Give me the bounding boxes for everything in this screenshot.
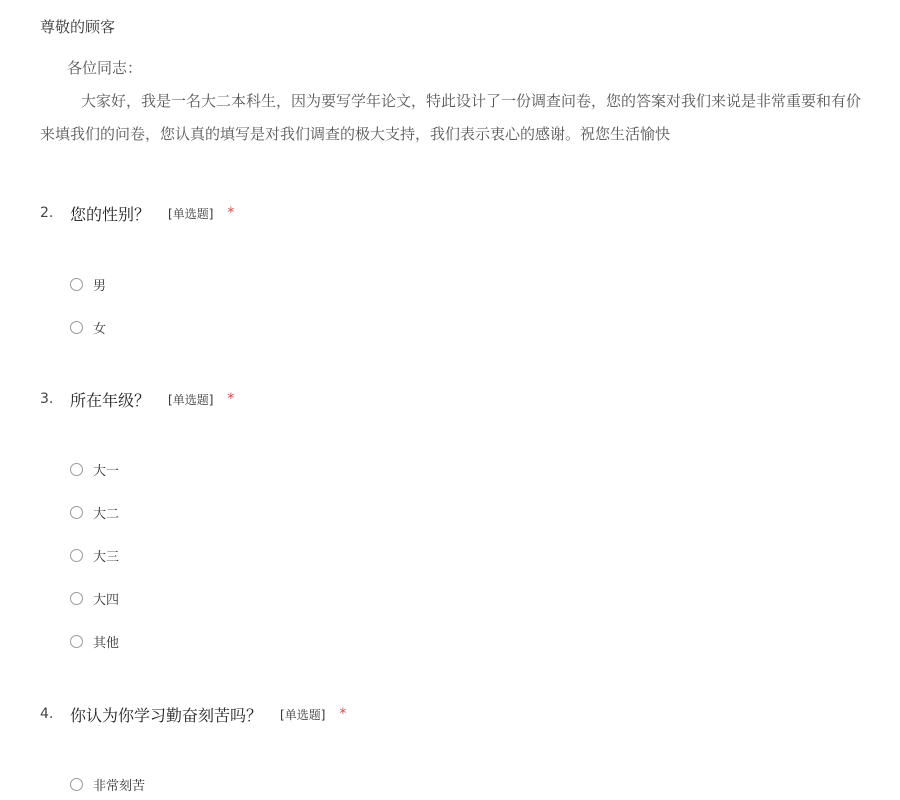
required-mark: * [227, 205, 235, 221]
radio-button[interactable] [70, 321, 83, 334]
question-header [40, 703, 346, 725]
option-label: 其他 [93, 635, 120, 651]
option-freshman[interactable] [70, 459, 119, 479]
question-type-tag: [单选题] [168, 206, 214, 221]
intro-greeting: 各位同志： [67, 59, 143, 77]
option-label: 大一 [93, 463, 120, 479]
question-title: 您的性别？ [70, 204, 151, 224]
option-male[interactable] [70, 274, 106, 294]
intro-line-2: 来填我们的问卷，您认真的填写是对我们调查的极大支持，我们表示衷心的感谢。祝您生活愉快 [40, 125, 671, 143]
option-label: 大二 [93, 506, 120, 522]
radio-button[interactable] [70, 778, 83, 791]
option-other[interactable] [70, 631, 119, 651]
option-label: 女 [93, 321, 107, 337]
intro-text [40, 85, 900, 151]
radio-button[interactable] [70, 278, 83, 291]
question-type-tag: [单选题] [280, 707, 326, 722]
question-title: 你认为你学习勤奋刻苦吗？ [70, 705, 263, 725]
option-label: 非常刻苦 [93, 778, 146, 794]
option-female[interactable] [70, 317, 106, 337]
question-number: 3. [40, 391, 54, 407]
intro-title: 尊敬的顾客 [40, 18, 116, 36]
option-label: 大四 [93, 592, 120, 608]
option-sophomore[interactable] [70, 502, 119, 522]
radio-button[interactable] [70, 635, 83, 648]
radio-button[interactable] [70, 463, 83, 476]
radio-button[interactable] [70, 506, 83, 519]
required-mark: * [227, 391, 235, 407]
question-title: 所在年级？ [70, 390, 151, 410]
question-type-tag: [单选题] [168, 392, 214, 407]
intro-line-1: 大家好，我是一名大二本科生，因为要写学年论文，特此设计了一份调查问卷，您的答案对我们来说是非常重要和有价 [81, 92, 862, 110]
radio-button[interactable] [70, 592, 83, 605]
option-very-diligent[interactable] [70, 774, 145, 794]
option-senior[interactable] [70, 588, 119, 608]
question-number: 4. [40, 706, 54, 722]
required-mark: * [339, 706, 347, 722]
question-header [40, 202, 234, 224]
option-label: 大三 [93, 549, 120, 565]
radio-button[interactable] [70, 549, 83, 562]
option-junior[interactable] [70, 545, 119, 565]
option-label: 男 [93, 278, 107, 294]
question-number: 2. [40, 205, 54, 221]
question-header [40, 388, 234, 410]
